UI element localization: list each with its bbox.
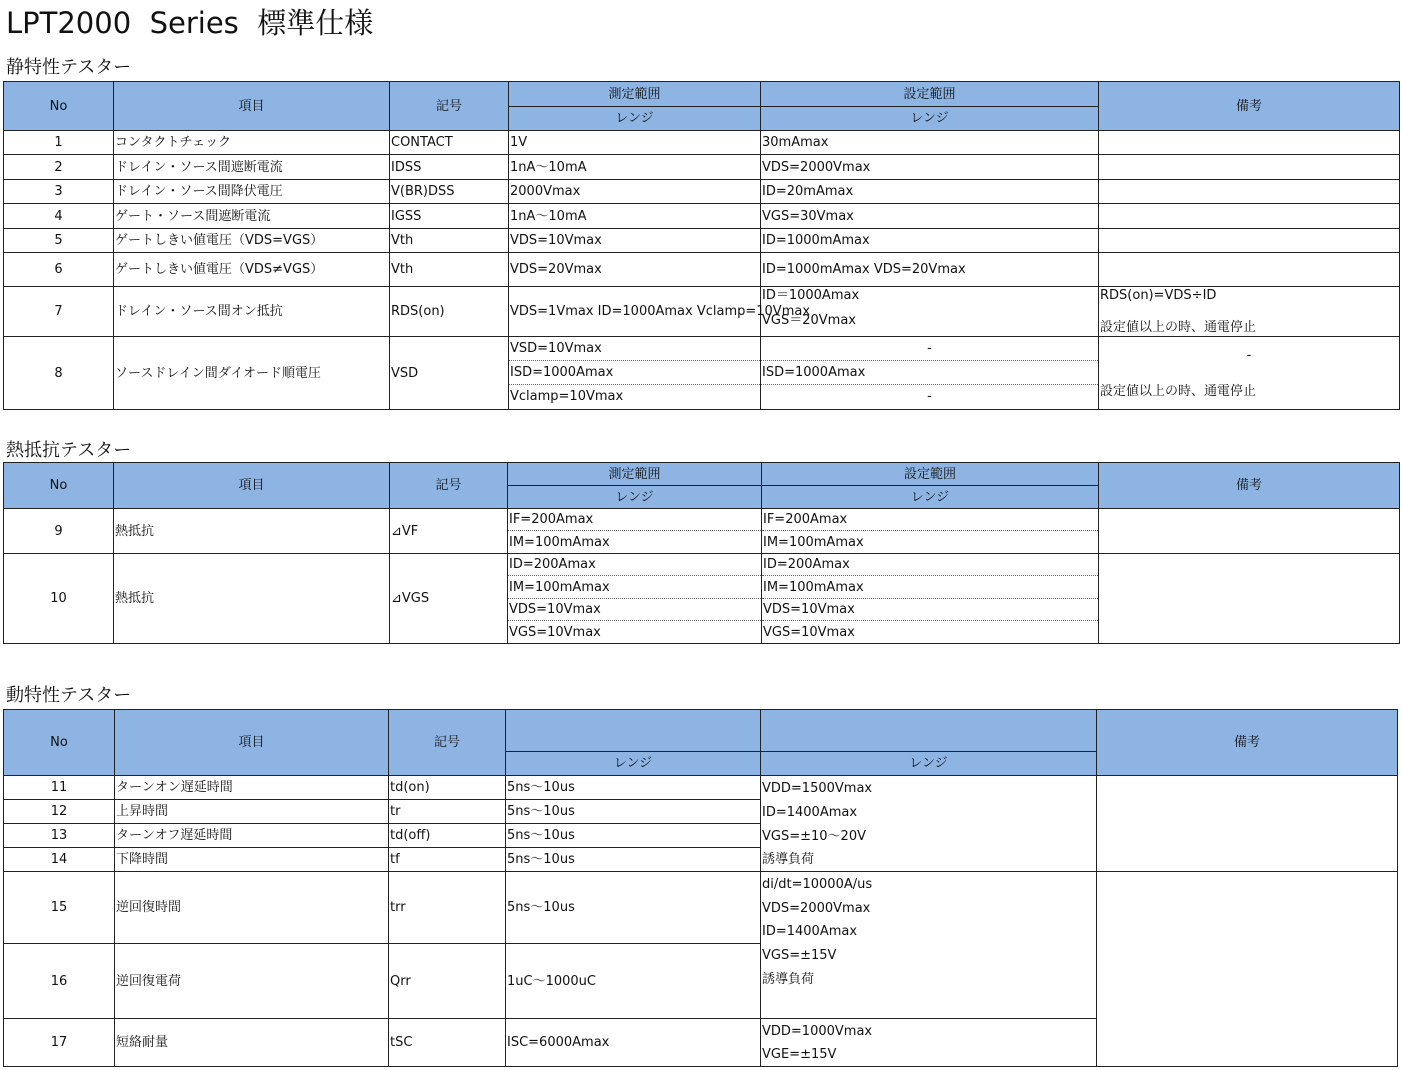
row-no: 14 bbox=[4, 848, 115, 872]
row-item: ソースドレイン間ダイオード順電圧 bbox=[114, 337, 390, 410]
row-item: 下降時間 bbox=[115, 848, 389, 872]
row-symbol: td(off) bbox=[389, 824, 506, 848]
setting-line: VDD=1500Vmax bbox=[762, 780, 873, 796]
row-symbol: Qrr bbox=[389, 944, 506, 1019]
row-setting: 30mAmax bbox=[761, 131, 1099, 155]
dynamic-spec-table bbox=[3, 709, 1398, 1067]
header-setting-range bbox=[761, 710, 1097, 752]
row-item: ゲートしきい値電圧（VDS≠VGS） bbox=[114, 253, 390, 287]
row-symbol: ⊿VGS bbox=[390, 554, 508, 644]
row-item: ターンオン遅延時間 bbox=[115, 776, 389, 800]
row-no: 7 bbox=[4, 287, 114, 337]
setting-line: di/dt=10000A/us bbox=[762, 876, 873, 892]
row-setting-group bbox=[761, 872, 1097, 1019]
header-remarks: 備考 bbox=[1099, 463, 1400, 509]
row-remarks bbox=[1099, 204, 1400, 229]
table-row bbox=[4, 180, 1400, 204]
row-setting: ID=20mAmax bbox=[761, 180, 1099, 204]
measure-line: IM=100mAmax bbox=[508, 576, 761, 599]
row-item: コンタクトチェック bbox=[114, 131, 390, 155]
row-measure: 5ns～10us bbox=[506, 848, 761, 872]
header-measure-range: 測定範囲 bbox=[509, 82, 761, 107]
row-item: 上昇時間 bbox=[115, 800, 389, 824]
row-no: 3 bbox=[4, 180, 114, 204]
row-no: 17 bbox=[4, 1019, 115, 1067]
table-row bbox=[4, 253, 1400, 287]
row-measure: 1nA～10mA bbox=[509, 155, 761, 180]
static-section-title: 静特性テスター bbox=[6, 57, 132, 78]
header-item: 項目 bbox=[114, 82, 390, 131]
row-setting: ID=1000mAmax VDS=20Vmax bbox=[761, 253, 1099, 287]
row-no: 15 bbox=[4, 872, 115, 944]
row-remarks bbox=[1099, 131, 1400, 155]
row-item: 熱抵抗 bbox=[114, 509, 390, 554]
header-measure-range bbox=[506, 710, 761, 752]
measure-line: ID=200Amax bbox=[508, 554, 761, 576]
header-remarks: 備考 bbox=[1099, 82, 1400, 131]
row-measure: 5ns～10us bbox=[506, 824, 761, 848]
page-title: LPT2000 Series 標準仕様 bbox=[6, 6, 374, 40]
table-row bbox=[4, 337, 1400, 410]
table-row bbox=[4, 554, 1400, 644]
table-row bbox=[4, 229, 1400, 253]
setting-line: VGS＝20Vmax bbox=[762, 312, 856, 328]
row-measure: 5ns～10us bbox=[506, 776, 761, 800]
dynamic-section-title: 動特性テスター bbox=[6, 685, 132, 706]
measure-line: VDS=10Vmax bbox=[508, 599, 761, 621]
row-measure bbox=[509, 337, 761, 410]
row-no: 16 bbox=[4, 944, 115, 1019]
table-row bbox=[4, 155, 1400, 180]
setting-line: VGS=±10～20V bbox=[762, 828, 866, 844]
setting-line: 誘導負荷 bbox=[762, 852, 815, 867]
row-item: ゲートしきい値電圧（VDS=VGS） bbox=[114, 229, 390, 253]
row-symbol: IGSS bbox=[390, 204, 509, 229]
row-symbol: tSC bbox=[389, 1019, 506, 1067]
row-measure: 5ns～10us bbox=[506, 800, 761, 824]
row-symbol: tf bbox=[389, 848, 506, 872]
row-remarks bbox=[1099, 180, 1400, 204]
table-row bbox=[4, 776, 1398, 800]
header-setting-range: 設定範囲 bbox=[762, 463, 1099, 486]
row-measure: 2000Vmax bbox=[509, 180, 761, 204]
row-setting-group bbox=[761, 776, 1097, 872]
row-remarks bbox=[1099, 554, 1400, 644]
setting-line: IM=100mAmax bbox=[763, 534, 864, 550]
row-measure: ISC=6000Amax bbox=[506, 1019, 761, 1067]
setting-line: VGE=±15V bbox=[762, 1047, 837, 1062]
thermal-spec-table bbox=[3, 462, 1400, 644]
row-remarks bbox=[1099, 155, 1400, 180]
row-symbol: RDS(on) bbox=[390, 287, 509, 337]
row-item: ターンオフ遅延時間 bbox=[115, 824, 389, 848]
row-measure bbox=[508, 554, 762, 644]
row-measure: 5ns～10us bbox=[506, 872, 761, 944]
row-setting bbox=[761, 337, 1099, 410]
row-symbol: td(on) bbox=[389, 776, 506, 800]
row-setting bbox=[762, 554, 1099, 644]
thermal-section-title: 熱抵抗テスター bbox=[6, 440, 132, 461]
row-measure: VDS=10Vmax bbox=[509, 229, 761, 253]
static-spec-table bbox=[3, 81, 1400, 410]
remark-line: RDS(on)=VDS÷ID bbox=[1100, 288, 1217, 303]
row-item: 逆回復電荷 bbox=[115, 944, 389, 1019]
row-no: 11 bbox=[4, 776, 115, 800]
row-item: ドレイン・ソース間降伏電圧 bbox=[114, 180, 390, 204]
row-no: 5 bbox=[4, 229, 114, 253]
header-no: No bbox=[4, 710, 115, 776]
setting-line: ID=1400Amax bbox=[762, 924, 858, 939]
measure-line: VSD=10Vmax bbox=[509, 337, 760, 361]
setting-line: ID＝1000Amax bbox=[762, 288, 860, 303]
row-no: 13 bbox=[4, 824, 115, 848]
row-measure: 1V bbox=[509, 131, 761, 155]
row-item: 熱抵抗 bbox=[114, 554, 390, 644]
row-measure: VDS=20Vmax bbox=[509, 253, 761, 287]
row-no: 6 bbox=[4, 253, 114, 287]
measure-line: IF=200Amax bbox=[508, 509, 761, 531]
row-no: 12 bbox=[4, 800, 115, 824]
table-row bbox=[4, 204, 1400, 229]
row-remarks bbox=[1099, 253, 1400, 287]
header-item: 項目 bbox=[114, 463, 390, 509]
row-measure bbox=[508, 509, 762, 554]
remark-line: 設定値以上の時、通電停止 bbox=[1100, 320, 1257, 335]
header-symbol: 記号 bbox=[389, 710, 506, 776]
row-setting: VDS=2000Vmax bbox=[761, 155, 1099, 180]
table-row bbox=[4, 131, 1400, 155]
row-measure: 1nA～10mA bbox=[509, 204, 761, 229]
row-remarks bbox=[1097, 776, 1398, 872]
header-measure-range-sub: レンジ bbox=[509, 107, 761, 131]
row-symbol: V(BR)DSS bbox=[390, 180, 509, 204]
setting-line: VGS=±15V bbox=[762, 947, 837, 963]
setting-line: ID=200Amax bbox=[762, 554, 1098, 576]
setting-line: - bbox=[761, 337, 1098, 361]
header-symbol: 記号 bbox=[390, 463, 508, 509]
header-no: No bbox=[4, 82, 114, 131]
row-setting-group bbox=[761, 1019, 1097, 1067]
row-remarks bbox=[1099, 509, 1400, 554]
table-row bbox=[4, 287, 1400, 337]
row-symbol: CONTACT bbox=[390, 131, 509, 155]
row-remarks bbox=[1099, 337, 1400, 410]
row-remarks bbox=[1097, 872, 1398, 1067]
remark-line: 設定値以上の時、通電停止 bbox=[1100, 383, 1257, 399]
setting-line: VDS=2000Vmax bbox=[762, 900, 871, 916]
row-item: 逆回復時間 bbox=[115, 872, 389, 944]
row-no: 1 bbox=[4, 131, 114, 155]
row-symbol: tr bbox=[389, 800, 506, 824]
header-no: No bbox=[4, 463, 114, 509]
row-remarks bbox=[1099, 229, 1400, 253]
row-symbol: trr bbox=[389, 872, 506, 944]
remark-line: - bbox=[1246, 347, 1252, 363]
row-no: 9 bbox=[4, 509, 114, 554]
row-item: 短絡耐量 bbox=[115, 1019, 389, 1067]
row-item: ドレイン・ソース間オン抵抗 bbox=[114, 287, 390, 337]
setting-line: VDD=1000Vmax bbox=[762, 1023, 873, 1039]
table-row bbox=[4, 872, 1398, 944]
setting-line: 誘導負荷 bbox=[762, 971, 815, 987]
row-no: 8 bbox=[4, 337, 114, 410]
row-symbol: ⊿VF bbox=[390, 509, 508, 554]
header-setting-range: 設定範囲 bbox=[761, 82, 1099, 107]
row-no: 2 bbox=[4, 155, 114, 180]
row-item: ゲート・ソース間遮断電流 bbox=[114, 204, 390, 229]
row-symbol: VSD bbox=[390, 337, 509, 410]
setting-line: ISD=1000Amax bbox=[761, 361, 1098, 385]
setting-line: VDS=10Vmax bbox=[762, 599, 1098, 621]
header-measure-range-sub: レンジ bbox=[506, 752, 761, 776]
row-symbol: Vth bbox=[390, 229, 509, 253]
header-setting-range-sub: レンジ bbox=[761, 107, 1099, 131]
header-symbol: 記号 bbox=[390, 82, 509, 131]
row-measure: VDS=1Vmax ID=1000Amax Vclamp=10Vmax bbox=[509, 287, 761, 337]
setting-line: VGS=10Vmax bbox=[763, 624, 855, 640]
header-measure-range-sub: レンジ bbox=[508, 486, 762, 509]
header-measure-range: 測定範囲 bbox=[508, 463, 762, 486]
row-no: 4 bbox=[4, 204, 114, 229]
row-item: ドレイン・ソース間遮断電流 bbox=[114, 155, 390, 180]
row-setting bbox=[761, 287, 1099, 337]
measure-line: Vclamp=10Vmax bbox=[510, 389, 624, 404]
setting-line: IF=200Amax bbox=[762, 509, 1098, 531]
header-setting-range-sub: レンジ bbox=[762, 486, 1099, 509]
measure-line: IM=100mAmax bbox=[509, 534, 610, 550]
row-symbol: Vth bbox=[390, 253, 509, 287]
row-setting: VGS=30Vmax bbox=[761, 204, 1099, 229]
row-no: 10 bbox=[4, 554, 114, 644]
row-setting: ID=1000mAmax bbox=[761, 229, 1099, 253]
measure-line: VGS=10Vmax bbox=[509, 624, 601, 640]
setting-line: ID=1400Amax bbox=[762, 804, 858, 820]
header-item: 項目 bbox=[115, 710, 389, 776]
row-measure: 1uC～1000uC bbox=[506, 944, 761, 1019]
setting-line: - bbox=[927, 389, 932, 404]
row-remarks bbox=[1099, 287, 1400, 337]
header-remarks: 備考 bbox=[1097, 710, 1398, 776]
measure-line: ISD=1000Amax bbox=[509, 361, 760, 385]
setting-line: IM=100mAmax bbox=[762, 576, 1098, 599]
table-row bbox=[4, 509, 1400, 554]
row-setting bbox=[762, 509, 1099, 554]
row-symbol: IDSS bbox=[390, 155, 509, 180]
header-setting-range-sub: レンジ bbox=[761, 752, 1097, 776]
